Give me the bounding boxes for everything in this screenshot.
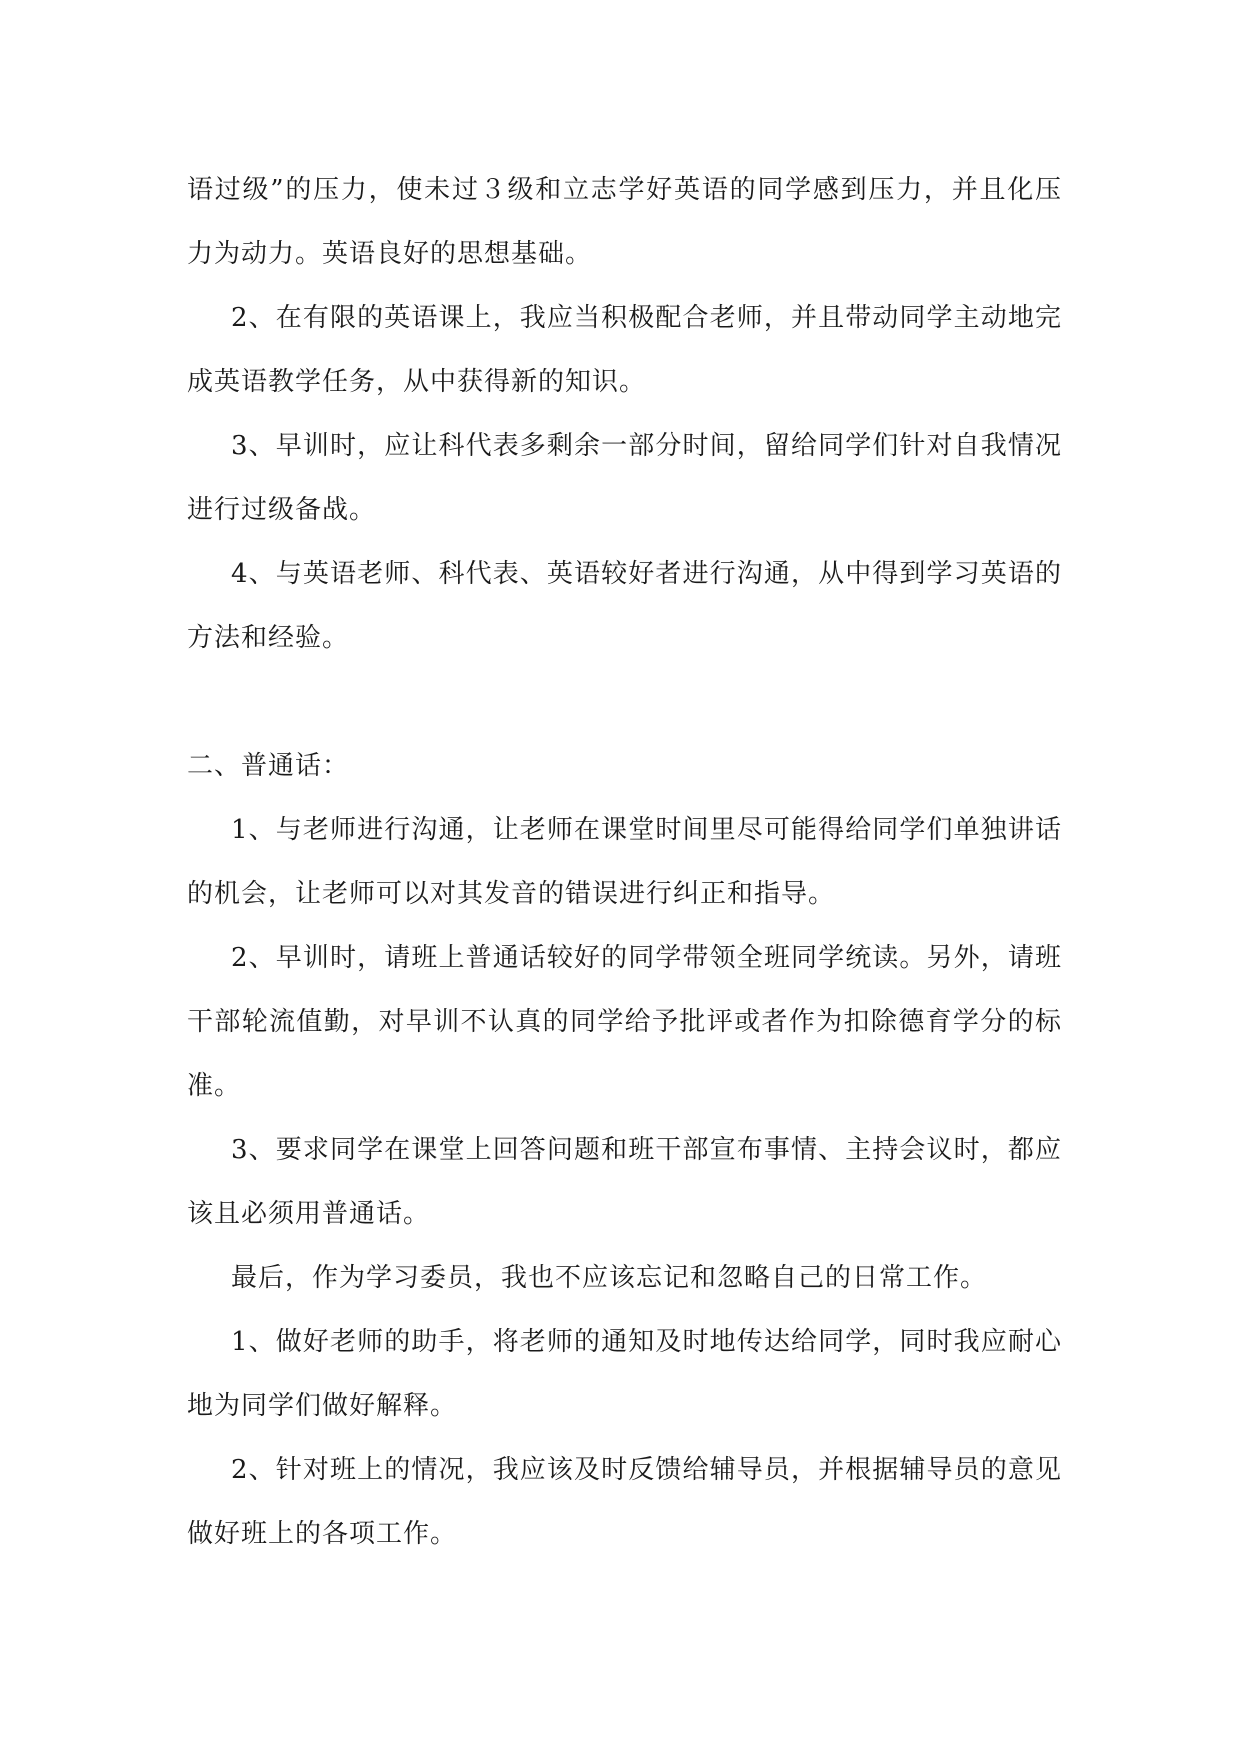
document-body [187, 158, 1062, 1566]
paragraph-putonghua-item-3: 3、要求同学在课堂上回答问题和班干部宣布事情、主持会议时，都应该且必须用普通话。 [187, 1135, 1062, 1229]
paragraph-english-item-3: 3、早训时，应让科代表多剩余一部分时间，留给同学们针对自我情况进行过级备战。 [187, 431, 1062, 525]
paragraph-putonghua-item-2: 2、早训时，请班上普通话较好的同学带领全班同学统读。另外，请班干部轮流值勤，对早训不认真的同学给予批评或者作为扣除德育学分的标准。 [187, 943, 1062, 1101]
section-heading-putonghua: 二、普通话： [187, 751, 350, 781]
paragraph-english-item-2: 2、在有限的英语课上，我应当积极配合老师，并且带动同学主动地完成英语教学任务，从中获得新的知识。 [187, 303, 1062, 397]
paragraph-duty-item-2: 2、针对班上的情况，我应该及时反馈给辅导员，并根据辅导员的意见做好班上的各项工作。 [187, 1455, 1062, 1549]
paragraph-english-item-4: 4、与英语老师、科代表、英语较好者进行沟通，从中得到学习英语的方法和经验。 [187, 559, 1062, 653]
paragraph-english-pressure: 语过级”的压力，使未过３级和立志学好英语的同学感到压力，并且化压力为动力。英语良好的思想基础。 [187, 175, 1062, 269]
paragraph-closing-intro: 最后，作为学习委员，我也不应该忘记和忽略自己的日常工作。 [231, 1263, 988, 1293]
paragraph-putonghua-item-1: 1、与老师进行沟通，让老师在课堂时间里尽可能得给同学们单独讲话的机会，让老师可以对其发音的错误进行纠正和指导。 [187, 815, 1062, 909]
paragraph-duty-item-1: 1、做好老师的助手，将老师的通知及时地传达给同学，同时我应耐心地为同学们做好解释。 [187, 1327, 1062, 1421]
